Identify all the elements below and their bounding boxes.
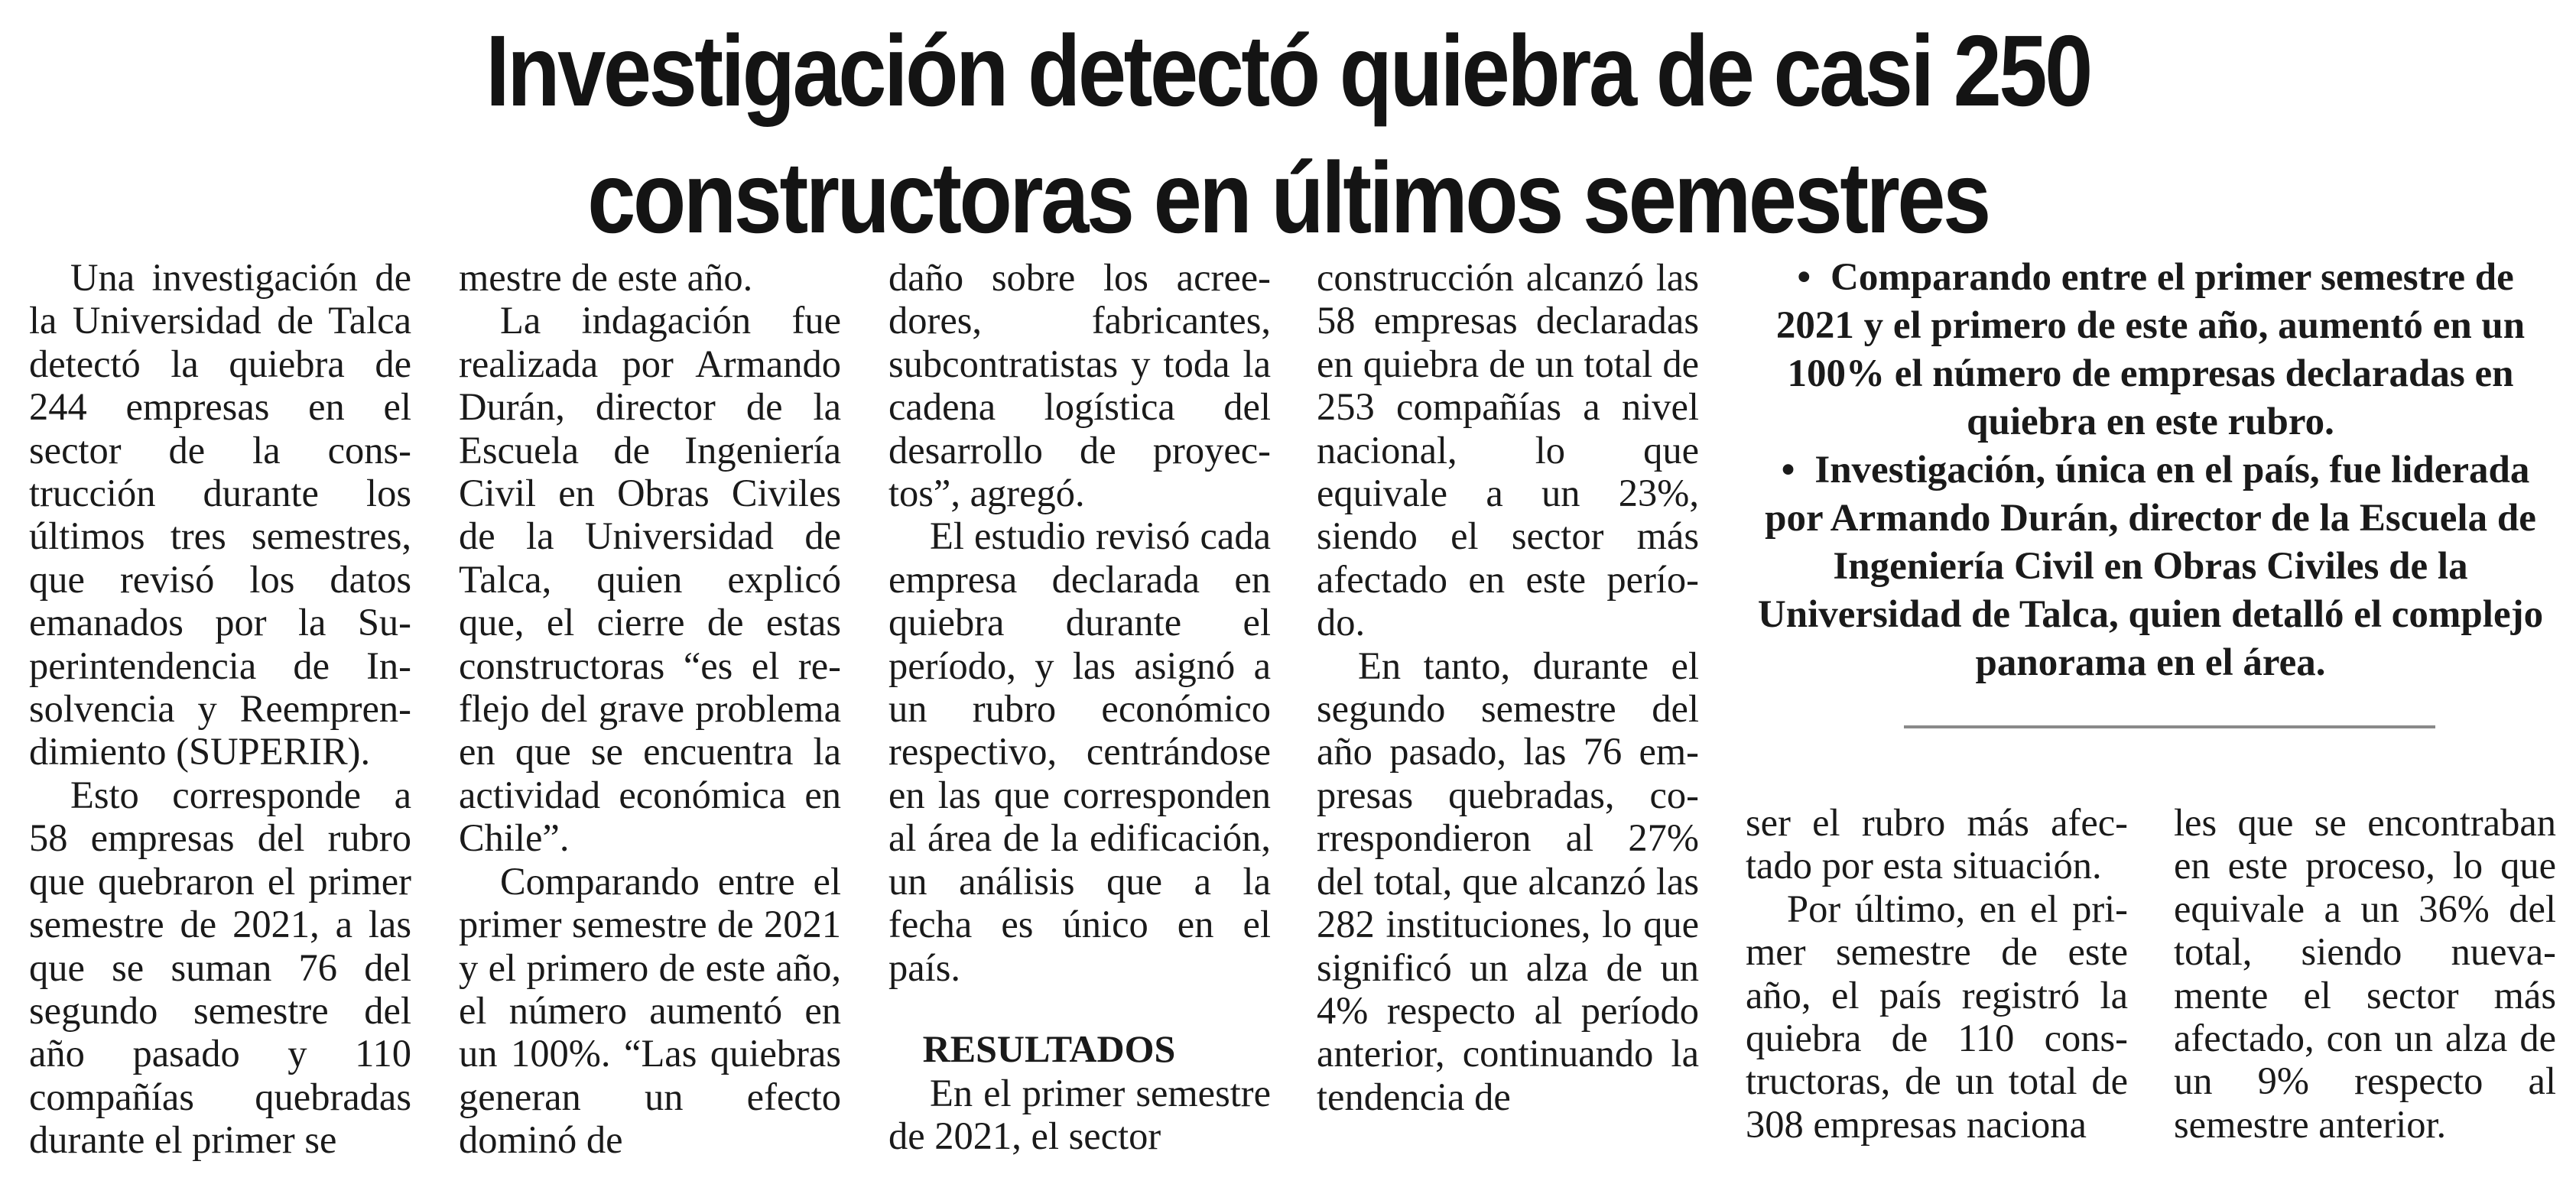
article-column-4 bbox=[1317, 256, 1699, 1118]
bullet-icon: • bbox=[1781, 449, 1795, 491]
paragraph-continued: daño sobre los acreedores, fabricantes, subcontratistas y toda la cadena logística del desarrollo de proyectos”, agregó. bbox=[888, 256, 1271, 515]
bullet-text: Comparando entre el primer semestre de 2021 y el primero de este año, aumentó en un 100% el número de empresas declaradas en quiebra en este rubro. bbox=[1775, 256, 2526, 443]
paragraph-continued: construcción alcanzó las 58 empresas declaradas en quiebra de un total de 253 compañías a nivel nacional, lo que equivale a un 23%, siendo el sector más afectado en este período. bbox=[1317, 256, 1699, 644]
paragraph-continued: les que se encontraban en este proceso, lo que equivale a un 36% del total, siendo nuevamente el sector más afectado, con un alza de un 9% respecto al semestre anterior. bbox=[2174, 801, 2556, 1146]
summary-bullets bbox=[1743, 254, 2558, 687]
paragraph-continued: ser el rubro más afectado por esta situación. bbox=[1746, 801, 2128, 887]
article-column-1 bbox=[29, 256, 411, 1162]
paragraph: Por último, en el primer semestre de este año, el país registró la quiebra de 110 constructoras, de un total de 308 empresas naciona bbox=[1746, 887, 2128, 1146]
paragraph: El estudio revisó cada empresa declarada en quiebra durante el período, y las asignó a un rubro económico respectivo, centrándose en las que corresponden al área de la edificación, un análisis que a la fecha es único en el país. bbox=[888, 514, 1271, 989]
paragraph: La indagación fue realizada por Armando Durán, director de la Escuela de Ingeniería Civil en Obras Civiles de la Universidad de Talca, quien explicó que, el cierre de estas constructoras “es el reflejo del grave problema en que se encuentra la actividad económica en Chile”. bbox=[459, 299, 841, 860]
paragraph-continued: mestre de este año. bbox=[459, 256, 753, 299]
article-column-5 bbox=[1746, 801, 2128, 1146]
headline-line-1: Investigación detectó quiebra de casi 250 bbox=[486, 15, 2090, 127]
headline-line-2: constructoras en últimos semestres bbox=[587, 141, 1989, 254]
divider-rule bbox=[1904, 725, 2435, 728]
section-subhead: RESULTADOS bbox=[922, 1027, 1176, 1070]
paragraph: En el primer semestre de 2021, el sector bbox=[888, 1071, 1271, 1158]
bullet-item bbox=[1743, 446, 2558, 687]
bullet-text: Investigación, única en el país, fue liderada por Armando Durán, director de la Escuela de Ingeniería Civil en Obras Civiles de la Universidad de Talca, quien detalló el complejo panorama en el área. bbox=[1757, 449, 2544, 684]
article-column-6 bbox=[2174, 801, 2556, 1146]
paragraph: Esto corresponde a 58 empresas del rubro que quebraron el primer semestre de 2021, a las que se suman 76 del segundo semestre del año pasado y 110 compañías quebradas durante el primer se bbox=[29, 773, 411, 1162]
headline bbox=[180, 8, 2396, 261]
paragraph: Una investigación de la Universidad de Talca detectó la quiebra de 244 empresas en el sector de la construcción durante los últimos tres semestres, que revisó los datos emanados por la Superintendencia de Insolvencia y Reemprendimiento (SUPERIR). bbox=[29, 256, 411, 774]
article-column-3 bbox=[888, 256, 1271, 1158]
article-column-2 bbox=[459, 256, 841, 1162]
bullet-item bbox=[1743, 254, 2558, 446]
paragraph: En tanto, durante el segundo semestre del año pasado, las 76 empresas quebradas, correspondieron al 27% del total, que alcanzó las 282 instituciones, lo que significó un alza de un 4% respecto al período anterior, continuando la tendencia de bbox=[1317, 644, 1699, 1118]
bullet-icon: • bbox=[1797, 256, 1811, 299]
paragraph: Comparando entre el primer semestre de 2021 y el primero de este año, el número aumentó en un 100%. “Las quiebras generan un efecto dominó de bbox=[459, 859, 841, 1162]
